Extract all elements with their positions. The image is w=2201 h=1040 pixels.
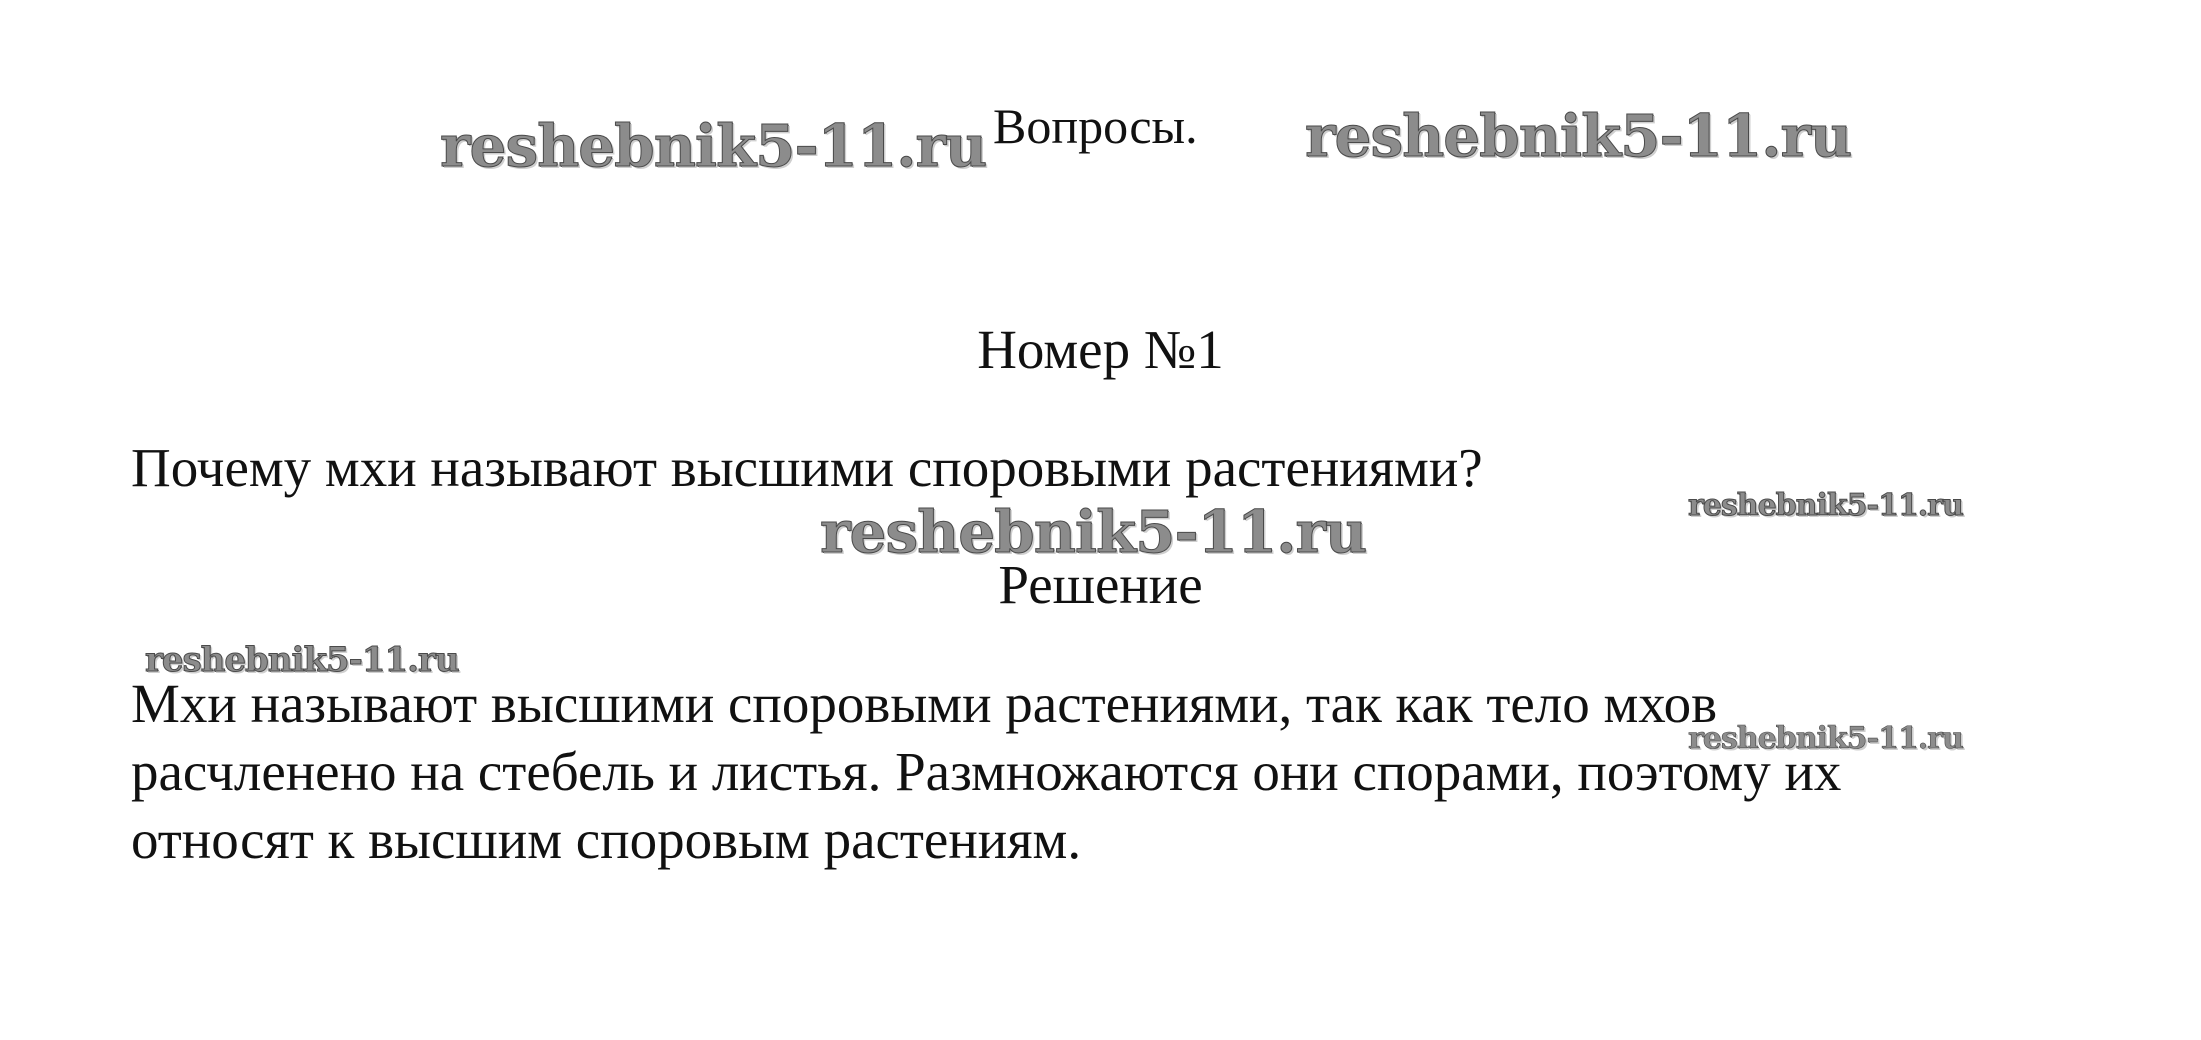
section-heading: Вопросы. <box>993 98 1198 154</box>
watermark: reshebnik5-11.ru <box>1688 721 1963 756</box>
answer-line: расчленено на стебель и листья. Размножаются они спорами, поэтому их <box>131 741 1842 802</box>
watermark: reshebnik5-11.ru <box>820 498 1367 566</box>
solution-heading: Решение <box>998 554 1203 615</box>
answer-line: Мхи называют высшими споровыми растениями, так как тело мхов <box>131 673 1718 734</box>
watermark: reshebnik5-11.ru <box>440 112 987 180</box>
watermark: reshebnik5-11.ru <box>1688 488 1963 523</box>
answer-paragraph <box>131 670 2091 874</box>
watermark: reshebnik5-11.ru <box>145 640 459 680</box>
question-text: Почему мхи называют высшими споровыми растениями? <box>131 437 1483 498</box>
watermark: reshebnik5-11.ru <box>1305 102 1852 170</box>
problem-heading: Номер №1 <box>977 319 1224 380</box>
answer-line: относят к высшим споровым растениям. <box>131 809 1082 870</box>
